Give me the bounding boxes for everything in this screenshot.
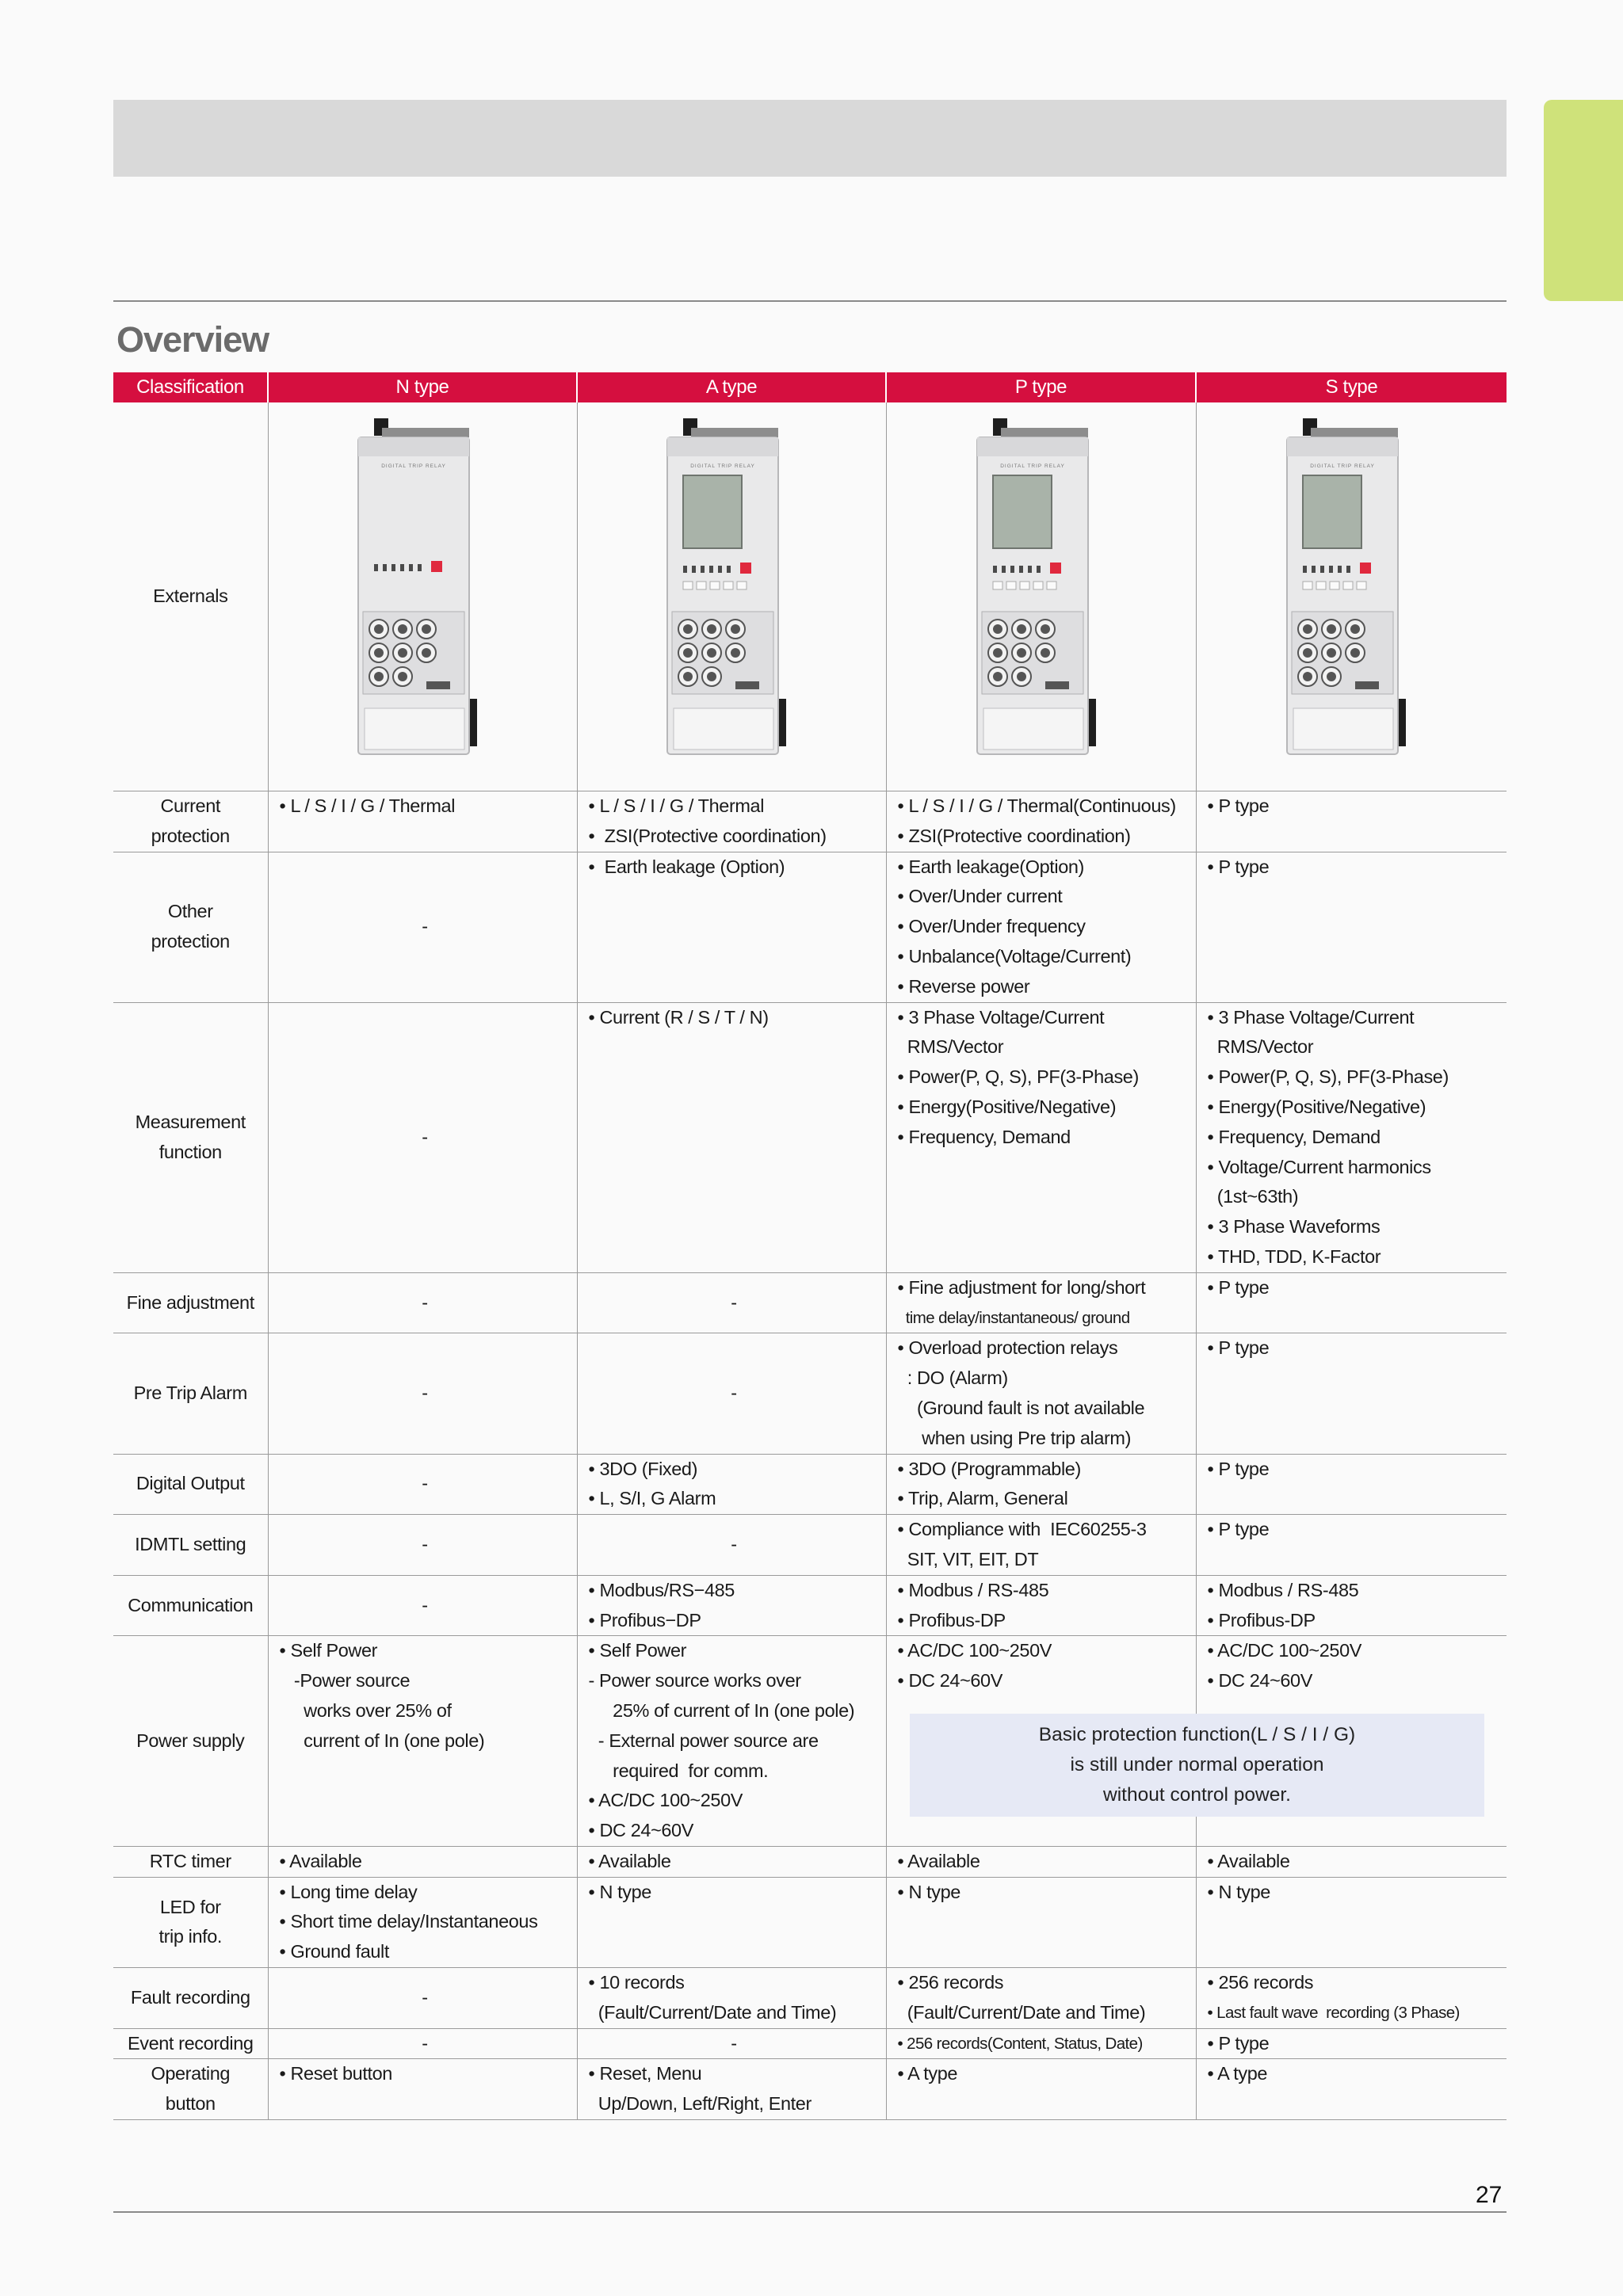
cell-line: • 3DO (Programmable) <box>897 1458 1081 1479</box>
row-label <box>113 402 268 791</box>
table-cell <box>577 1272 886 1333</box>
relay-image <box>886 402 1196 791</box>
cell-line: when using Pre trip alarm) <box>897 1427 1132 1448</box>
cell-line: • Available <box>897 1850 980 1871</box>
cell-line: (Fault/Current/Date and Time) <box>897 2001 1146 2023</box>
table-cell <box>577 1877 886 1967</box>
header-n-type: N type <box>268 372 577 402</box>
cell-line: • Profibus-DP <box>1207 1609 1316 1630</box>
table-row <box>113 1515 1507 1576</box>
cell-line: required for comm. <box>588 1760 769 1781</box>
cell-line: • Fine adjustment for long/short <box>897 1276 1146 1298</box>
cell-line: RMS/Vector <box>897 1036 1004 1058</box>
table-row <box>113 852 1507 1002</box>
cell-line: • N type <box>897 1881 960 1902</box>
table-cell <box>886 1968 1196 2029</box>
cell-line: • L, S/I, G Alarm <box>588 1488 716 1509</box>
cell-line: • Current (R / S / T / N) <box>588 1006 769 1028</box>
row-label-line: Other <box>167 901 213 922</box>
cell-line: • Power(P, Q, S), PF(3-Phase) <box>1207 1066 1449 1088</box>
table-cell <box>886 1333 1196 1454</box>
row-label-line: LED for <box>159 1896 221 1917</box>
overview-table <box>113 372 1507 2120</box>
cell-line: • Energy(Positive/Negative) <box>1207 1096 1426 1117</box>
cell-line: • Last fault wave recording (3 Phase) <box>1207 2003 1460 2022</box>
row-label <box>113 1515 268 1576</box>
cell-line: • P type <box>1207 1519 1270 1540</box>
table-cell <box>577 1002 886 1272</box>
cell-line: • P type <box>1207 1458 1270 1479</box>
cell-line: • Power(P, Q, S), PF(3-Phase) <box>897 1066 1139 1088</box>
table-row <box>113 1877 1507 1967</box>
row-label-line: Fault recording <box>130 1986 250 2008</box>
table-cell <box>1196 2059 1507 2120</box>
cell-line: • N type <box>1207 1881 1270 1902</box>
table-row <box>113 2028 1507 2059</box>
cell-line: • A type <box>1207 2063 1268 2084</box>
cell-line: • 3 Phase Voltage/Current <box>897 1006 1105 1028</box>
cell-line: • Ground fault <box>279 1941 389 1962</box>
relay-label: DIGITAL TRIP RELAY <box>1310 463 1376 470</box>
cell-line: • N type <box>588 1881 651 1902</box>
table-cell <box>1196 791 1507 852</box>
cell-line: • 256 records(Content, Status, Date) <box>897 2034 1143 2053</box>
row-label-line: function <box>158 1141 222 1162</box>
table-cell <box>268 1333 577 1454</box>
table-row <box>113 1968 1507 2029</box>
cell-line: • Profibus-DP <box>897 1609 1006 1630</box>
cell-line: • Reverse power <box>897 975 1030 997</box>
cell-line: • P type <box>1207 1276 1270 1298</box>
cell-line: 25% of current of In (one pole) <box>588 1699 855 1721</box>
row-label <box>113 1272 268 1333</box>
cell-line: • Trip, Alarm, General <box>897 1488 1068 1509</box>
cell-line: - <box>731 1383 737 1404</box>
cell-line: • Available <box>588 1850 671 1871</box>
footer-divider <box>113 2211 1507 2213</box>
cell-line: • 10 records <box>588 1972 685 1993</box>
cell-line: - <box>731 1291 737 1313</box>
cell-line: • Earth leakage (Option) <box>588 856 785 877</box>
table-cell <box>268 852 577 1002</box>
table-row <box>113 1575 1507 1636</box>
power-note <box>910 1714 1484 1817</box>
cell-line: • Modbus / RS-485 <box>897 1579 1049 1600</box>
table-cell <box>577 1846 886 1877</box>
table-cell <box>577 1968 886 2029</box>
cell-line: RMS/Vector <box>1207 1036 1314 1058</box>
table-cell <box>1196 1575 1507 1636</box>
row-label-line: Measurement <box>135 1111 246 1132</box>
row-label-line: Current <box>160 795 221 816</box>
cell-line: • ZSI(Protective coordination) <box>588 825 827 846</box>
row-label <box>113 1636 268 1847</box>
table-cell <box>1196 1968 1507 2029</box>
cell-line: • Long time delay <box>279 1881 418 1902</box>
table-cell <box>268 1846 577 1877</box>
cell-line: • 3DO (Fixed) <box>588 1458 698 1479</box>
cell-line: (1st~63th) <box>1207 1186 1299 1207</box>
cell-line: • Energy(Positive/Negative) <box>897 1096 1117 1117</box>
cell-line: • Frequency, Demand <box>897 1126 1071 1147</box>
row-label-line: Power supply <box>136 1730 245 1751</box>
cell-line: • L / S / I / G / Thermal(Continuous) <box>897 795 1176 816</box>
table-header-row <box>113 372 1507 402</box>
header-classification: Classification <box>113 372 268 402</box>
cell-line: -Power source <box>279 1670 411 1691</box>
header-a-type: A type <box>577 372 886 402</box>
table-cell <box>886 1272 1196 1333</box>
table-cell <box>577 1636 886 1847</box>
row-label <box>113 852 268 1002</box>
table-cell <box>268 791 577 852</box>
cell-line: • Reset button <box>279 2063 392 2084</box>
cell-line: - <box>422 1594 428 1615</box>
table-cell <box>886 1575 1196 1636</box>
table-cell <box>1196 1877 1507 1967</box>
table-cell <box>577 852 886 1002</box>
row-label-line: Digital Output <box>136 1473 245 1494</box>
cell-line: • Self Power <box>279 1640 378 1661</box>
cell-line: - External power source are <box>588 1730 819 1751</box>
cell-line: • AC/DC 100~250V <box>588 1790 743 1811</box>
table-cell <box>1196 852 1507 1002</box>
table-cell <box>1196 1846 1507 1877</box>
table-cell <box>1196 1002 1507 1272</box>
cell-line: • P type <box>1207 2032 1270 2054</box>
table-row <box>113 1454 1507 1515</box>
header-s-type: S type <box>1196 372 1507 402</box>
table-cell <box>886 852 1196 1002</box>
section-title: Overview <box>116 319 269 360</box>
table-cell <box>1196 1333 1507 1454</box>
cell-line: • 256 records <box>897 1972 1004 1993</box>
cell-line: • Short time delay/Instantaneous <box>279 1911 538 1932</box>
table-row <box>113 2059 1507 2120</box>
cell-line: - <box>422 1126 428 1147</box>
table-cell <box>577 2028 886 2059</box>
cell-line: - <box>422 916 428 937</box>
cell-line: • Voltage/Current harmonics <box>1207 1156 1431 1177</box>
relay-image <box>577 402 886 791</box>
cell-line: • 3 Phase Voltage/Current <box>1207 1006 1415 1028</box>
table-cell <box>886 2028 1196 2059</box>
table-cell <box>268 2028 577 2059</box>
table-cell <box>1196 1272 1507 1333</box>
cell-line: • P type <box>1207 795 1270 816</box>
cell-line: • ZSI(Protective coordination) <box>897 825 1131 846</box>
cell-line: - <box>422 1383 428 1404</box>
table-cell <box>1196 2028 1507 2059</box>
cell-line: (Ground fault is not available <box>897 1397 1145 1418</box>
cell-line: • AC/DC 100~250V <box>897 1640 1052 1661</box>
table-row <box>113 402 1507 791</box>
cell-line: - <box>422 1473 428 1494</box>
cell-line: • Over/Under frequency <box>897 916 1086 937</box>
table-cell <box>886 1002 1196 1272</box>
cell-line: current of In (one pole) <box>279 1730 485 1751</box>
table-cell <box>268 2059 577 2120</box>
cell-line: • Overload protection relays <box>897 1337 1118 1359</box>
table-cell <box>886 2059 1196 2120</box>
row-label <box>113 1846 268 1877</box>
table-cell <box>268 1636 577 1847</box>
table-cell <box>268 1272 577 1333</box>
table-cell <box>886 1515 1196 1576</box>
cell-line: - Power source works over <box>588 1670 801 1691</box>
row-label <box>113 1877 268 1967</box>
row-label-line: Operating <box>151 2063 231 2084</box>
cell-line: - <box>422 2032 428 2054</box>
cell-line: SIT, VIT, EIT, DT <box>897 1548 1039 1569</box>
cell-line: - <box>731 1534 737 1555</box>
relay-label: DIGITAL TRIP RELAY <box>690 463 755 470</box>
cell-line: • Compliance with IEC60255-3 <box>897 1519 1147 1540</box>
cell-line: • Reset, Menu <box>588 2063 702 2084</box>
cell-line: • DC 24~60V <box>1207 1670 1313 1691</box>
table-cell <box>268 1968 577 2029</box>
row-label-line: RTC timer <box>149 1850 231 1871</box>
row-label-line: Pre Trip Alarm <box>133 1383 247 1404</box>
row-label-line: protection <box>151 931 230 952</box>
relay-label: DIGITAL TRIP RELAY <box>381 463 446 470</box>
cell-line: • Profibus−DP <box>588 1609 701 1630</box>
cell-line: • P type <box>1207 856 1270 877</box>
row-label <box>113 2059 268 2120</box>
cell-line: • DC 24~60V <box>588 1820 694 1841</box>
note-line: Basic protection function(L / S / I / G) <box>1038 1724 1356 1745</box>
table-cell <box>577 1515 886 1576</box>
cell-line: - <box>422 1534 428 1555</box>
cell-line: time delay/instantaneous/ ground <box>897 1308 1130 1327</box>
chapter-tab <box>1544 100 1623 301</box>
row-label <box>113 1454 268 1515</box>
table-cell <box>577 1575 886 1636</box>
cell-line: - <box>422 1291 428 1313</box>
row-label <box>113 791 268 852</box>
table-cell <box>886 791 1196 852</box>
cell-line: • Earth leakage(Option) <box>897 856 1084 877</box>
row-label-line: trip info. <box>158 1926 223 1947</box>
header-p-type: P type <box>886 372 1196 402</box>
table-row <box>113 1002 1507 1272</box>
table-row <box>113 791 1507 852</box>
cell-line: : DO (Alarm) <box>897 1367 1008 1389</box>
table-cell <box>268 1575 577 1636</box>
note-line: is still under normal operation <box>1070 1754 1324 1775</box>
cell-line: • Unbalance(Voltage/Current) <box>897 945 1132 967</box>
relay-image <box>268 402 577 791</box>
table-cell <box>577 791 886 852</box>
row-label <box>113 1333 268 1454</box>
cell-line: • Modbus / RS-485 <box>1207 1579 1359 1600</box>
cell-line: • Over/Under current <box>897 886 1063 907</box>
row-label <box>113 2028 268 2059</box>
cell-line: works over 25% of <box>279 1699 452 1721</box>
row-label-line: button <box>165 2093 216 2115</box>
cell-line: • AC/DC 100~250V <box>1207 1640 1362 1661</box>
row-label-line: Externals <box>153 585 228 607</box>
table-cell <box>886 1846 1196 1877</box>
row-label-line: Event recording <box>127 2032 254 2054</box>
relay-image <box>1196 402 1507 791</box>
cell-line: (Fault/Current/Date and Time) <box>588 2001 837 2023</box>
cell-line: • P type <box>1207 1337 1270 1359</box>
table-row <box>113 1333 1507 1454</box>
row-label <box>113 1575 268 1636</box>
page-number: 27 <box>1476 2182 1503 2208</box>
row-label-line: Communication <box>128 1594 254 1615</box>
table-cell <box>886 1454 1196 1515</box>
cell-line: - <box>422 1986 428 2008</box>
note-line: without control power. <box>1103 1784 1291 1806</box>
header-divider <box>113 300 1507 302</box>
table-cell <box>577 1333 886 1454</box>
cell-line: Up/Down, Left/Right, Enter <box>588 2093 812 2115</box>
cell-line: - <box>731 2032 737 2054</box>
row-label-line: protection <box>151 825 230 846</box>
table-cell <box>577 2059 886 2120</box>
cell-line: • DC 24~60V <box>897 1670 1003 1691</box>
top-banner <box>113 100 1507 177</box>
table-row <box>113 1272 1507 1333</box>
table-cell <box>1196 1515 1507 1576</box>
row-label <box>113 1002 268 1272</box>
table-cell <box>268 1002 577 1272</box>
relay-label: DIGITAL TRIP RELAY <box>999 463 1065 470</box>
cell-line: • A type <box>897 2063 958 2084</box>
cell-line: • Frequency, Demand <box>1207 1126 1381 1147</box>
cell-line: • Modbus/RS−485 <box>588 1579 735 1600</box>
table-row <box>113 1846 1507 1877</box>
table-cell <box>268 1877 577 1967</box>
table-cell <box>577 1454 886 1515</box>
cell-line: • THD, TDD, K-Factor <box>1207 1245 1381 1267</box>
table-cell <box>268 1515 577 1576</box>
cell-line: • L / S / I / G / Thermal <box>279 795 456 816</box>
row-label-line: Fine adjustment <box>126 1291 254 1313</box>
cell-line: • Self Power <box>588 1640 687 1661</box>
cell-line: • Available <box>1207 1850 1290 1871</box>
cell-line: • 3 Phase Waveforms <box>1207 1216 1381 1238</box>
table-cell <box>886 1877 1196 1967</box>
cell-line: • L / S / I / G / Thermal <box>588 795 765 816</box>
cell-line: • 256 records <box>1207 1972 1314 1993</box>
table-cell <box>1196 1454 1507 1515</box>
table-cell <box>268 1454 577 1515</box>
cell-line: • Available <box>279 1850 362 1871</box>
row-label <box>113 1968 268 2029</box>
row-label-line: IDMTL setting <box>135 1534 246 1555</box>
